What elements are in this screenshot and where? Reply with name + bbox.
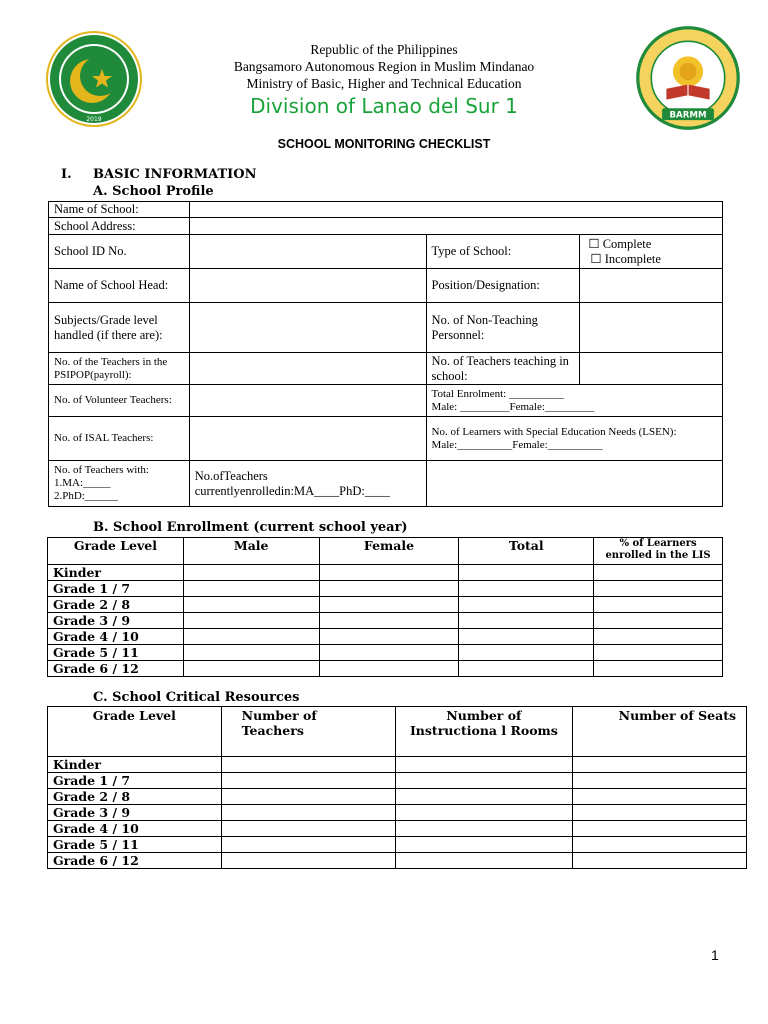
enroll-cell[interactable] <box>594 613 723 629</box>
label-school-address: School Address: <box>49 218 190 235</box>
res-row <box>48 789 747 805</box>
res-grade-label: Grade 3 / 9 <box>48 805 222 821</box>
field-school-address[interactable] <box>189 218 722 235</box>
res-header-seats: Number of Seats <box>573 707 747 757</box>
field-volunteer[interactable] <box>189 385 426 417</box>
enroll-cell[interactable] <box>594 597 723 613</box>
enroll-cell[interactable] <box>319 613 459 629</box>
enroll-cell[interactable] <box>594 645 723 661</box>
field-isal[interactable] <box>189 417 426 461</box>
res-cell[interactable] <box>573 805 747 821</box>
enroll-row <box>48 661 723 677</box>
seal-year-text: 2019 <box>86 116 102 123</box>
enroll-cell[interactable] <box>183 629 319 645</box>
enroll-cell[interactable] <box>459 661 594 677</box>
res-cell[interactable] <box>221 837 395 853</box>
res-cell[interactable] <box>573 853 747 869</box>
enroll-cell[interactable] <box>459 597 594 613</box>
res-cell[interactable] <box>395 773 573 789</box>
res-row <box>48 837 747 853</box>
enroll-cell[interactable] <box>183 661 319 677</box>
res-cell[interactable] <box>395 821 573 837</box>
enrollment-heading: B. School Enrollment (current school year) <box>93 520 408 535</box>
res-grade-label: Grade 5 / 11 <box>48 837 222 853</box>
field-school-id[interactable] <box>189 235 426 269</box>
enroll-header-female: Female <box>319 538 459 565</box>
document-title: SCHOOL MONITORING CHECKLIST <box>277 137 491 151</box>
res-row <box>48 805 747 821</box>
field-subjects[interactable] <box>189 303 426 353</box>
header-ministry: Ministry of Basic, Higher and Technical Education <box>246 76 522 91</box>
enroll-cell[interactable] <box>183 581 319 597</box>
school-enrollment-table <box>47 537 723 677</box>
res-grade-label: Grade 6 / 12 <box>48 853 222 869</box>
enroll-grade-label: Grade 2 / 8 <box>48 597 184 613</box>
section-title: BASIC INFORMATION <box>93 167 257 182</box>
res-grade-label: Grade 2 / 8 <box>48 789 222 805</box>
label-subjects: Subjects/Grade level handled (if there are): <box>49 303 190 353</box>
enroll-header-male: Male <box>183 538 319 565</box>
res-row <box>48 773 747 789</box>
enroll-cell[interactable] <box>594 661 723 677</box>
label-position: Position/Designation: <box>426 269 580 303</box>
enroll-cell[interactable] <box>319 581 459 597</box>
enroll-row <box>48 629 723 645</box>
enroll-row <box>48 645 723 661</box>
enroll-grade-label: Grade 5 / 11 <box>48 645 184 661</box>
ministry-banner-text: BARMM <box>669 110 707 121</box>
enroll-cell[interactable] <box>459 613 594 629</box>
enroll-cell[interactable] <box>183 597 319 613</box>
checkbox-complete[interactable]: ☐ Complete <box>588 236 652 251</box>
label-isal: No. of ISAL Teachers: <box>49 417 190 461</box>
school-resources-table <box>47 706 747 869</box>
teachers-with-cell <box>49 461 190 507</box>
res-cell[interactable] <box>221 789 395 805</box>
res-cell[interactable] <box>573 757 747 773</box>
field-name-of-school[interactable] <box>189 202 722 218</box>
enroll-cell[interactable] <box>183 565 319 581</box>
checkbox-incomplete[interactable]: ☐ Incomplete <box>590 251 661 266</box>
enroll-grade-label: Grade 4 / 10 <box>48 629 184 645</box>
enroll-cell[interactable] <box>319 661 459 677</box>
res-cell[interactable] <box>221 805 395 821</box>
label-non-teaching: No. of Non-Teaching Personnel: <box>426 303 580 353</box>
res-grade-label: Kinder <box>48 757 222 773</box>
total-enrolment-cell <box>426 385 722 417</box>
res-cell[interactable] <box>573 821 747 837</box>
enroll-cell[interactable] <box>319 565 459 581</box>
res-cell[interactable] <box>395 837 573 853</box>
enroll-grade-label: Grade 3 / 9 <box>48 613 184 629</box>
header-division: Division of Lanao del Sur 1 <box>250 94 518 118</box>
res-cell[interactable] <box>573 789 747 805</box>
label-type-of-school: Type of School: <box>426 235 580 269</box>
res-row <box>48 853 747 869</box>
enroll-cell[interactable] <box>459 565 594 581</box>
enrolment-male-female-field[interactable]: Male: _________Female:_________ <box>431 400 595 413</box>
school-profile-table <box>48 201 723 507</box>
res-cell[interactable] <box>221 773 395 789</box>
res-cell[interactable] <box>395 789 573 805</box>
enroll-cell[interactable] <box>594 565 723 581</box>
res-grade-label: Grade 1 / 7 <box>48 773 222 789</box>
res-header-rooms: Number of Instructiona l Rooms <box>395 707 573 757</box>
res-cell[interactable] <box>395 853 573 869</box>
label-teachers-in-school: No. of Teachers teaching in school: <box>426 353 580 385</box>
enroll-cell[interactable] <box>594 629 723 645</box>
header-republic: Republic of the Philippines <box>310 42 458 57</box>
field-teachers-in-school[interactable] <box>580 353 723 385</box>
enroll-cell[interactable] <box>594 581 723 597</box>
enroll-grade-label: Grade 6 / 12 <box>48 661 184 677</box>
field-non-teaching[interactable] <box>580 303 723 353</box>
enroll-header-grade: Grade Level <box>48 538 184 565</box>
res-cell[interactable] <box>573 773 747 789</box>
res-grade-label: Grade 4 / 10 <box>48 821 222 837</box>
res-cell[interactable] <box>395 805 573 821</box>
enroll-cell[interactable] <box>459 629 594 645</box>
enroll-grade-label: Grade 1 / 7 <box>48 581 184 597</box>
ma-field[interactable]: 1.MA:_____ <box>54 477 111 489</box>
label-name-of-school: Name of School: <box>49 202 190 218</box>
enroll-grade-label: Kinder <box>48 565 184 581</box>
type-of-school-options <box>580 235 723 269</box>
teachers-with-label: No. of Teachers with: <box>54 464 149 476</box>
total-enrolment-field[interactable]: Total Enrolment: __________ <box>431 387 564 400</box>
enroll-cell[interactable] <box>183 645 319 661</box>
field-blank <box>426 461 722 507</box>
res-cell[interactable] <box>573 837 747 853</box>
enroll-row <box>48 581 723 597</box>
enroll-header-lis: % of Learners enrolled in the LIS <box>594 538 723 565</box>
field-position[interactable] <box>580 269 723 303</box>
enroll-cell[interactable] <box>183 613 319 629</box>
res-row <box>48 821 747 837</box>
resources-heading: C. School Critical Resources <box>93 690 300 705</box>
res-header-teachers: Number of Teachers <box>221 707 395 757</box>
lsen-male-female-field[interactable]: Male:__________Female:__________ <box>431 438 603 451</box>
res-cell[interactable] <box>221 853 395 869</box>
label-volunteer: No. of Volunteer Teachers: <box>49 385 190 417</box>
enroll-row <box>48 597 723 613</box>
label-school-id: School ID No. <box>49 235 190 269</box>
label-psipop: No. of the Teachers in the PSIPOP(payroll): <box>49 353 190 385</box>
field-psipop[interactable] <box>189 353 426 385</box>
profile-heading: A. School Profile <box>93 184 214 199</box>
res-cell[interactable] <box>221 821 395 837</box>
enroll-cell[interactable] <box>319 597 459 613</box>
page-number: 1 <box>711 947 719 963</box>
enroll-row <box>48 613 723 629</box>
phd-field[interactable]: 2.PhD:______ <box>54 490 118 502</box>
res-row <box>48 757 747 773</box>
res-cell[interactable] <box>221 757 395 773</box>
enroll-header-total: Total <box>459 538 594 565</box>
enroll-row <box>48 565 723 581</box>
lsen-label: No. of Learners with Special Education Needs (LSEN): <box>431 425 677 438</box>
enroll-cell[interactable] <box>319 629 459 645</box>
label-school-head: Name of School Head: <box>49 269 190 303</box>
enroll-cell[interactable] <box>319 645 459 661</box>
lsen-cell <box>426 417 722 461</box>
currently-enrolled-field[interactable]: No.ofTeachers currentlyenrolledin:MA____PhD:____ <box>189 461 426 507</box>
header-region: Bangsamoro Autonomous Region in Muslim Mindanao <box>233 59 535 74</box>
section-number: I. <box>61 167 72 182</box>
res-header-grade: Grade Level <box>48 707 222 757</box>
res-cell[interactable] <box>395 757 573 773</box>
enroll-cell[interactable] <box>459 645 594 661</box>
enroll-cell[interactable] <box>459 581 594 597</box>
field-school-head[interactable] <box>189 269 426 303</box>
